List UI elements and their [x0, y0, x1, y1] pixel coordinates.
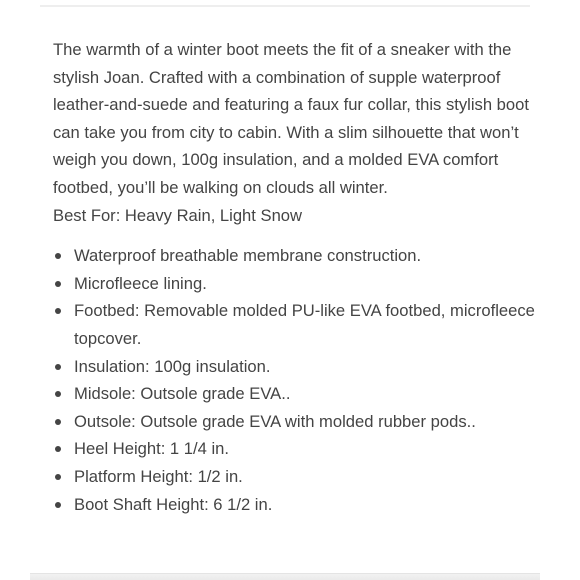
feature-text: Waterproof breathable membrane construction.	[74, 246, 422, 266]
bullet-icon	[55, 446, 61, 452]
feature-item	[53, 491, 543, 519]
product-description: The warmth of a winter boot meets the fit of a sneaker with the stylish Joan. Crafted with a combination of supple waterproof leather-and-suede and featuring a faux fur collar, this stylish boot can take you from city to cabin. With a slim silhouette that won’t weigh you down, 100g insulation, and a molded EVA comfort footbed, you’ll be walking on clouds all winter.	[53, 40, 529, 197]
feature-item	[53, 270, 543, 298]
feature-item	[53, 353, 543, 381]
bullet-icon	[55, 474, 61, 480]
feature-item	[53, 242, 543, 270]
feature-text: Heel Height: 1 1/4 in.	[74, 439, 229, 459]
bullet-icon	[55, 391, 61, 397]
bullet-icon	[55, 419, 61, 425]
bullet-icon	[55, 502, 61, 508]
top-divider	[40, 5, 530, 7]
bullet-icon	[55, 308, 61, 314]
bullet-icon	[55, 281, 61, 287]
feature-text: Microfleece lining.	[74, 273, 207, 293]
feature-item	[53, 463, 543, 491]
feature-list	[53, 242, 543, 518]
feature-text: Footbed: Removable molded PU-like EVA footbed, microfleece topcover.	[74, 301, 535, 348]
feature-text: Platform Height: 1/2 in.	[74, 466, 243, 486]
feature-text: Midsole: Outsole grade EVA..	[74, 384, 291, 404]
feature-item	[53, 435, 543, 463]
bottom-divider	[30, 573, 540, 580]
feature-item	[53, 380, 543, 408]
bullet-icon	[55, 253, 61, 259]
feature-item	[53, 408, 543, 436]
best-for-text: Best For: Heavy Rain, Light Snow	[53, 205, 303, 225]
feature-item	[53, 297, 543, 352]
feature-text: Outsole: Outsole grade EVA with molded rubber pods..	[74, 411, 476, 431]
bullet-icon	[55, 364, 61, 370]
product-details	[53, 36, 543, 518]
feature-text: Insulation: 100g insulation.	[74, 356, 271, 376]
feature-text: Boot Shaft Height: 6 1/2 in.	[74, 494, 273, 514]
